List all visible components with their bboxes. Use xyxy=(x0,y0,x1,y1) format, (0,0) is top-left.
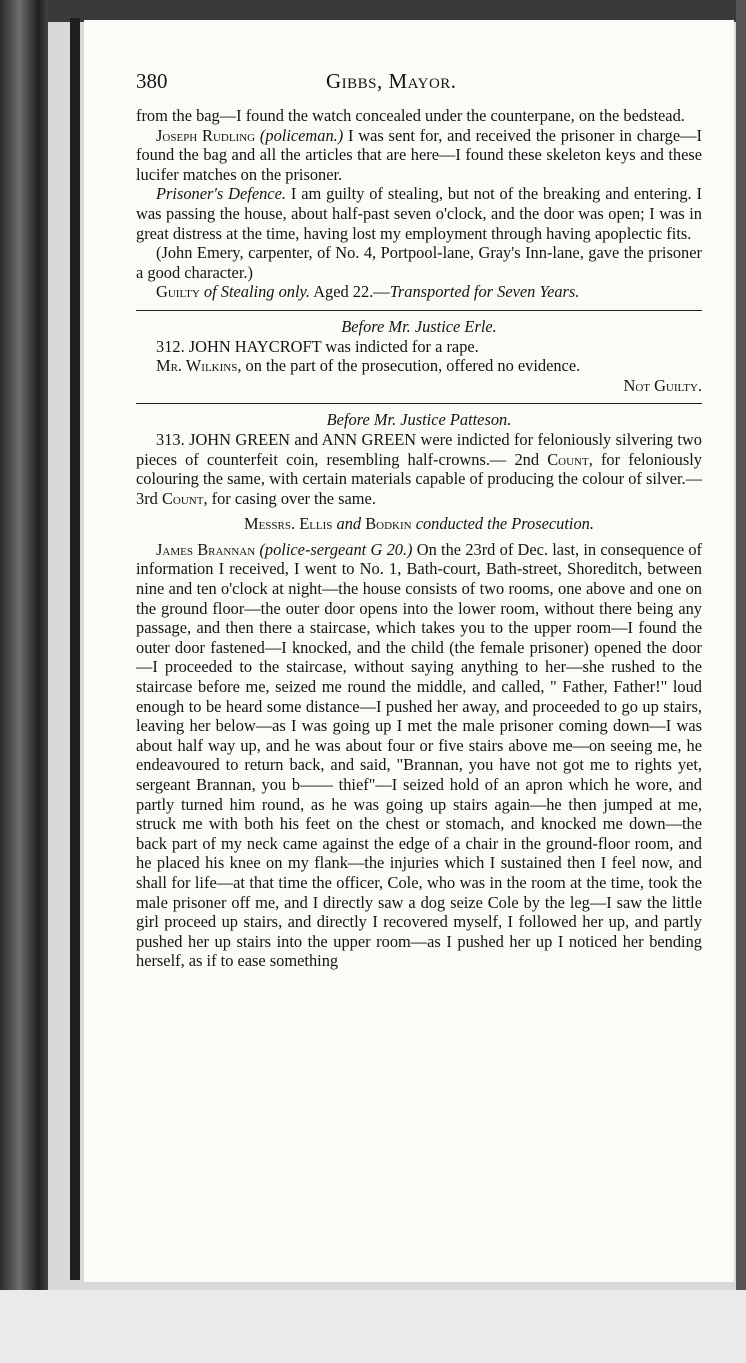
counsel-name: Mr. Wilkins, xyxy=(156,356,242,376)
scan-border-bottom xyxy=(0,1290,746,1363)
case-312-counsel xyxy=(136,356,702,376)
witness-testimony: I was sent for, and received the prisoner in charge—I found the bag and all the articles that are here—I found these skeleton keys and these lucifer matches on the prisoner. xyxy=(136,125,702,184)
case-313-indictment xyxy=(136,430,702,508)
prosecution-counsel-line xyxy=(136,514,702,534)
scan-border-left xyxy=(0,0,48,1290)
verdict-charge: of Stealing only. xyxy=(199,282,311,302)
defence-text: I am guilty of stealing, but not of the breaking and entering. I was passing the house, about half-past seven o'clock, and the door was open; I was in great distress at the time, having lost my employment through having apoplectic fits. xyxy=(136,184,702,243)
verdict-sentence: Transported for Seven Years. xyxy=(389,282,580,302)
witness-name: Joseph Rudling xyxy=(156,125,256,145)
book-page xyxy=(84,20,734,1282)
counsel-names: Messrs. Ellis xyxy=(244,514,333,534)
counsel-conducted: conducted the Prosecution. xyxy=(411,514,594,534)
book-spine-shadow xyxy=(70,18,80,1280)
verdict-guilty: Guilty xyxy=(156,282,200,302)
running-title: Gibbs, Mayor. xyxy=(326,69,457,93)
paragraph-defence xyxy=(136,184,702,243)
verdict-age: Aged 22.— xyxy=(310,282,390,302)
indictment-text: , for casing over the same. xyxy=(203,488,376,508)
paragraph-continuation: from the bag—I found the watch concealed under the counterpane, on the bedstead. xyxy=(136,106,685,125)
counsel-names: Bodkin xyxy=(365,514,412,534)
witness-testimony: On the 23rd of Dec. last, in consequence of information I received, I went to No. 1, Bath-court, Bath-street, Shoreditch, between nine and ten o'clock at night—the house consists of two rooms, one above and one on the ground floor—the outer door opens into the lower room, without there being any passage, and then there a staircase, which takes you to the upper room—I found the outer door fastened—I knocked, and the child (the female prisoner) opened the door —I proceeded to the staircase, without saying anything to her—she rushed to the staircase before me, seized me round the middle, and called, " Father, Father!" loud enough to be heard some distance—I pushed her away, and proceeded to go up stairs, leaving her below—as I was going up I met the male prisoner coming down—I was about half way up, and he was about four or five stairs above me—on seeing me, he endeavoured to return back, and said, "Brannan, you have not got me to rights yet, sergeant Brannan, you b—— thief"—I seized hold of an apron which he wore, and partly turned him round, as he was going up stairs again—he then jumped at me, struck me with both his feet on the chest or stomach, and knocked me down—the back part of my neck came against the edge of a chair in the ground-floor room, and he placed his knee on my flank—the injuries which I sustained then I feel now, and shall for life—at that time the officer, Cole, who was in the room at the time, took the male prisoner off me, and I directly saw a dog seize Cole by the leg—I saw the little girl proceed up stairs, and directly I recovered myself, I followed her up, and partly pushed her up stairs into the upper room—as I pushed her up I noticed her bending herself, as if to ease something xyxy=(136,539,702,971)
case-312-verdict: Not Guilty. xyxy=(623,375,702,395)
paragraph-brannan-testimony xyxy=(136,540,702,971)
defence-label: Prisoner's Defence. xyxy=(156,184,286,204)
count-label: Count xyxy=(161,488,204,508)
page-header xyxy=(136,69,702,106)
indictment-text: 313. JOHN GREEN and ANN GREEN were indicted for feloniously silvering two pieces of counterfeit coin, resembling half-crowns.— 2nd xyxy=(136,429,702,469)
paragraph-character-witness: (John Emery, carpenter, of No. 4, Portpool-lane, Gray's Inn-lane, gave the prisoner a good character.) xyxy=(136,243,702,282)
indictment-text: , for feloniously colouring the same, with certain materials capable of producing the colour of silver.—3rd xyxy=(136,449,703,508)
verdict-line xyxy=(136,282,702,302)
page-number: 380 xyxy=(136,69,168,93)
scan-border-top xyxy=(0,0,746,22)
case-312-indictment: 312. JOHN HAYCROFT was indicted for a rape. xyxy=(156,336,479,356)
paragraph-rudling xyxy=(136,126,702,185)
section-divider xyxy=(136,403,702,404)
witness-role: (police-sergeant G 20.) xyxy=(259,539,413,559)
judge-heading-312: Before Mr. Justice Erle. xyxy=(341,316,497,336)
witness-name: James Brannan xyxy=(156,539,256,559)
counsel-text: on the part of the prosecution, offered no evidence. xyxy=(241,356,581,376)
counsel-and: and xyxy=(332,514,366,534)
witness-role: (policeman.) xyxy=(259,125,344,145)
judge-heading-313: Before Mr. Justice Patteson. xyxy=(326,410,512,430)
section-divider xyxy=(136,310,702,311)
count-label: Count xyxy=(547,449,589,469)
scan-border-right xyxy=(736,0,746,1363)
